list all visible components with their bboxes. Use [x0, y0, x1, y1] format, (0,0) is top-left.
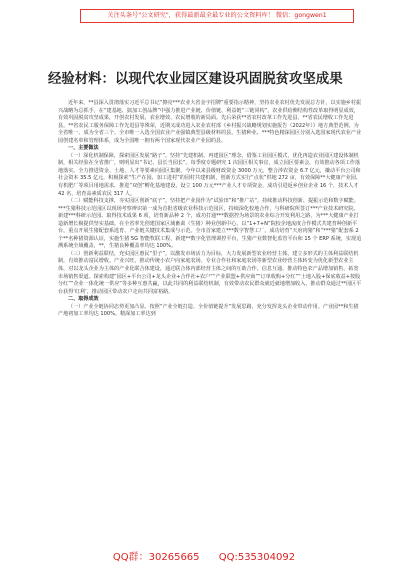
paragraph-mechanism [58, 153, 363, 198]
paragraph-benefit [58, 251, 363, 296]
paragraph-results-text: （一）产业全链协同态势更加凸显。按照“产业全链打造、全价值链提升”发展思路，充分发挥龙头企业带动作用。产业园**和生猪产地初加工率均达 100%。精深加工率达到 [58, 303, 359, 318]
section-heading-results: 二、取得成效 [68, 296, 99, 303]
promo-notice[interactable]: 关注头条号"公文研究"，获得最新最全最专业的公文资料库！ 微信：gongwen1 [80, 9, 354, 23]
paragraph-benefit-text: （三）创新利益联结，充实园区惠民“里子”。以激发市场活力为目标，大力发展新型农业经营主体，建立多形式的主体利益联结机制，有效推动富民增收。产业兴旺，推动传统小农户向家庭农场、专业合作社和家庭农场等新型农业经营主体转变为优化新型农业主体，对以龙头企业为主体的产业化联合体建设，通过联合体内部经营主体之间的互助合作、信息互通、推动特色农产品增加销售，拓宽市场销售渠道。探索构建“园区+平台公司+龙头企业+合作社+农户”“产业联盟+供应商”“订单收购+分红”“土地入股+保底收益+按股分红”“企业一体化统一供应”等多种互惠共赢，以此共同的利益联结机制，有效带动农民群众就近就地增加收入，推动群众通过**园区平台获得‘红利’，推动园区带动农户走向共同富裕路。 [58, 250, 362, 295]
qq-contact-number: QQ:535304092 [218, 552, 296, 563]
paragraph-mechanism-text: （一）深化机制保障，探索园区发展“路子”。坚持“先建机制、再建园区”理念，借鉴工业园区模式，优化再造农业园区建设体制机制，相关经验在全省推广，则明显出“书记、县长当园长”。每季度专题研究 1 次园区相关事宜，成立园区要素会，有效推动各项工作落地落实。全力推进资金、土地、人才等要素向园区集聚。今年以来县级财政资金 3000 万元，整合涉农资金 6.7 亿元，撬动平台公司和社会资本 35.5 亿元，积极探索“生产在园、加工进村”的园村共建机制，创新方式实行“点状”供地 272 亩，有效保障**大健康产业园、有机肥厂等项目用地需求，推进“双创”孵化基地建设，设立 100 万元***产业人才专项资金，成功引进返乡创业企业 16 个，技术人才 42 名，培育高素质农民 317 人。 [58, 152, 361, 197]
paragraph-technology [58, 198, 363, 251]
document-title: 经验材料：以现代农业园区建设巩固脱贫攻坚成果 [48, 72, 343, 87]
paragraph-results [58, 304, 363, 319]
document-body [58, 100, 363, 319]
section-heading-practices: 一、主要做法 [68, 145, 99, 152]
paragraph-technology-text: （二）赋能科技支撑，夯实园区创新“底子”。坚持把产业园作为“试验田”和“推广站”，持续推动科技创新、提振示范和数字赋能。***生猪科技示范园区以现场考察辨识第一成为首批省级农业科技示范园区，持续深化校地合作，与科研院所签订***产业技术研究院、新建***科研示范园、取得技术成果 6 项，培育新品种 2 个，成功打通***数据控为场景的农业综合开发利用之路，为***大健康产业打造新增长极提供坚实基础。在全省率先创建国家区域畜禽（生猪）种业创新中心，以“1+7+N”院校企地流度合作模式共建育种创新平台，重点开展生猪配套系选育、产业链关键技术集成与示范。全市首家建立***数字智慧工厂，成功培育“天府肉猪”和“***猪”配套系 2 个**名种猪资源认证，实施生猪 5G 智能牧联工程，新建**数字化管理调控平台，生猪产业数智化监管平台和 15 个 ERP 系统，实现追溯系统全域覆盖，**，生猪良种覆盖率均达 100%。 [58, 198, 362, 250]
intro-paragraph: 近年来，**县深入贯彻落实习近平总书记“擦亮***农业大省金字招牌”重要指示精神，坚持农业农村优先发展总方针，以实施乡村振兴战略为总抓手，在“建基地、搞加工创品牌”中强力推进产业链、价值链、利益链“三链同构”，农业供给侧结构性改革取得明显成效，有效巩固脱贫攻坚成果，开创农村发展、农业增效、农民增收的新局面。先后荣获**省农村改革工作先进县、**省农民增收工作先进县。**省农民工服务保障工作先进县等殊荣，近期又成功进入农业农村部《乡村振兴战略规划实施报告（2022年）》地方典型范例。为全省唯一、成为全省三个。全市唯一入选全国农业产业强镇典型县级材料的县，生猪种业、***特色精深园区分别入选国家现代农业产业园创建名单和管理体系，成为全国唯一拥有两个国家现代农业产业园的县。 [58, 100, 362, 144]
top-banner [0, 0, 408, 34]
contact-footer [0, 548, 408, 570]
qq-group-number: QQ群：30265665 [112, 552, 200, 563]
